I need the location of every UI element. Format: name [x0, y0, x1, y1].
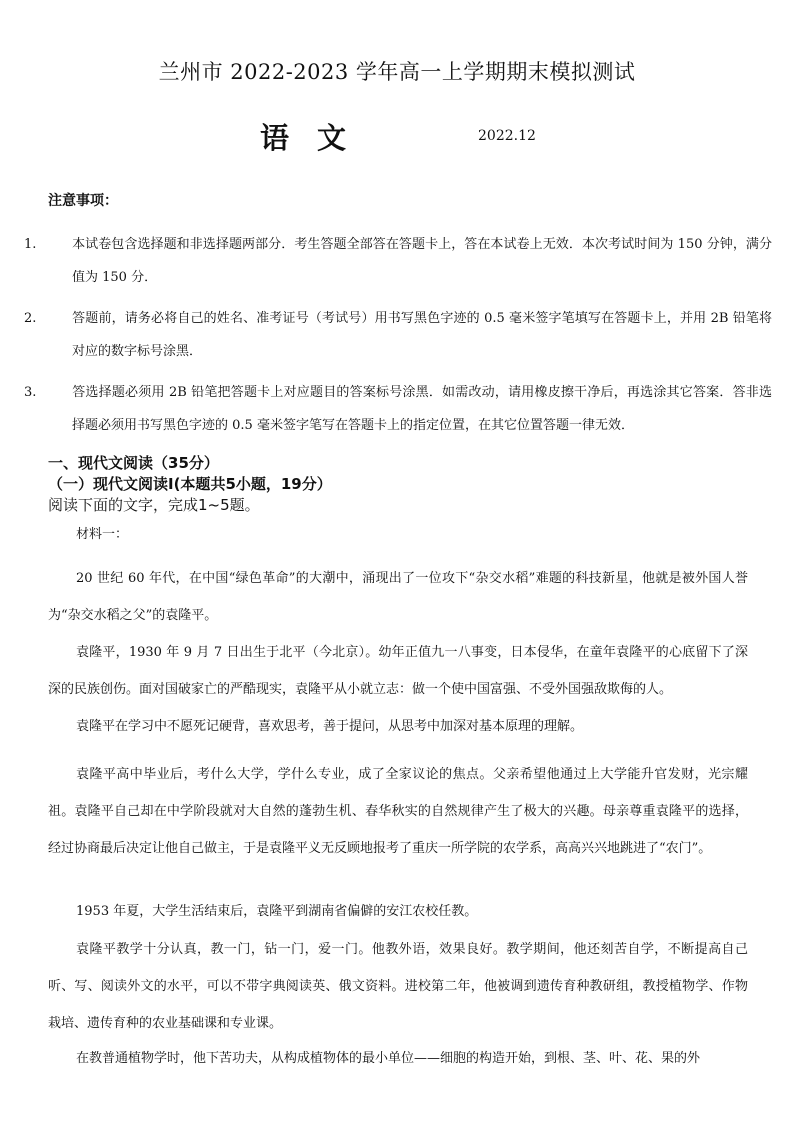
exam-date: 2022.12 — [478, 128, 536, 144]
paragraph-4: 袁隆平高中毕业后，考什么大学，学什么专业，成了全家议论的焦点。父亲希望他通过上大学能升官发财，光宗耀祖。袁隆平自己却在中学阶段就对大自然的蓬勃生机、春华秋实的自然规律产生了极大的兴趣。母亲尊重袁隆平的选择，经过协商最后决定让他自己做主，于是袁隆平义无反顾地报考了重庆一所学院的农学系，高高兴兴地跳进了“农门”。 — [48, 767, 748, 856]
section-subheading: （一）现代文阅读Ⅰ(本题共5小题，19分） — [48, 475, 332, 493]
notice-item-text: 本试卷包含选择题和非选择题两部分．考生答题全部答在答题卡上，答在本试卷上无效．本次考试时间为 150 分钟，满分值为 150 分． — [72, 237, 772, 285]
paragraph-3: 袁隆平在学习中不愿死记硬背，喜欢思考，善于提问，从思考中加深对基本原理的理解。 — [76, 719, 584, 734]
notice-item-number: 1. — [24, 237, 37, 252]
reading-instruction: 阅读下面的文字，完成1~5题。 — [48, 496, 260, 514]
notice-item-number: 3. — [24, 385, 37, 400]
paragraph-2: 袁隆平，1930 年 9 月 7 日出生于北平（今北京）。幼年正值九一八事变，日本侵华，在童年袁隆平的心底留下了深深的民族创伤。面对国破家亡的严酷现实，袁隆平从小就立志：做一个使中国富强、不受外国强敌欺侮的人。 — [48, 645, 748, 697]
notice-item-2 — [24, 302, 772, 368]
section-heading: 一、现代文阅读（35分） — [48, 454, 219, 472]
notice-item-1 — [24, 228, 772, 294]
subject-title: 语文 — [260, 121, 375, 155]
notice-item-text: 答题前，请务必将自己的姓名、准考证号（考试号）用书写黑色字迹的 0.5 毫米签字笔填写在答题卡上，并用 2B 铅笔将对应的数字标号涂黑． — [72, 311, 772, 359]
paragraph-7: 在教普通植物学时，他下苦功夫，从构成植物体的最小单位——细胞的构造开始，到根、茎、叶、花、果的外 — [76, 1051, 701, 1066]
notice-item-number: 2. — [24, 311, 37, 326]
notice-heading: 注意事项： — [48, 193, 118, 209]
notice-item-3 — [24, 376, 772, 442]
paragraph-6: 袁隆平教学十分认真，教一门，钻一门，爱一门。他教外语，效果良好。教学期间，他还刻苦自学，不断提高自己听、写、阅读外文的水平，可以不带字典阅读英、俄文资料。进校第二年，他被调到遗传育种教研组，教授植物学、作物栽培、遗传育种的农业基础课和专业课。 — [48, 942, 748, 1031]
paragraph-1: 20 世纪 60 年代，在中国“绿色革命”的大潮中，涌现出了一位攻下“杂交水稻”难题的科技新星，他就是被外国人誉为“杂交水稻之父”的袁隆平。 — [48, 571, 748, 623]
exam-title: 兰州市 2022-2023 学年高一上学期期末模拟测试 — [158, 60, 636, 84]
material-label: 材料一： — [76, 527, 129, 542]
paragraph-5: 1953 年夏，大学生活结束后，袁隆平到湖南省偏僻的安江农校任教。 — [76, 904, 478, 919]
notice-item-text: 答选择题必须用 2B 铅笔把答题卡上对应题目的答案标号涂黑．如需改动，请用橡皮擦干净后，再选涂其它答案．答非选择题必须用书写黑色字迹的 0.5 毫米签字笔写在答题卡上的指定位置，在其它位置答题一律无效． — [72, 385, 772, 433]
